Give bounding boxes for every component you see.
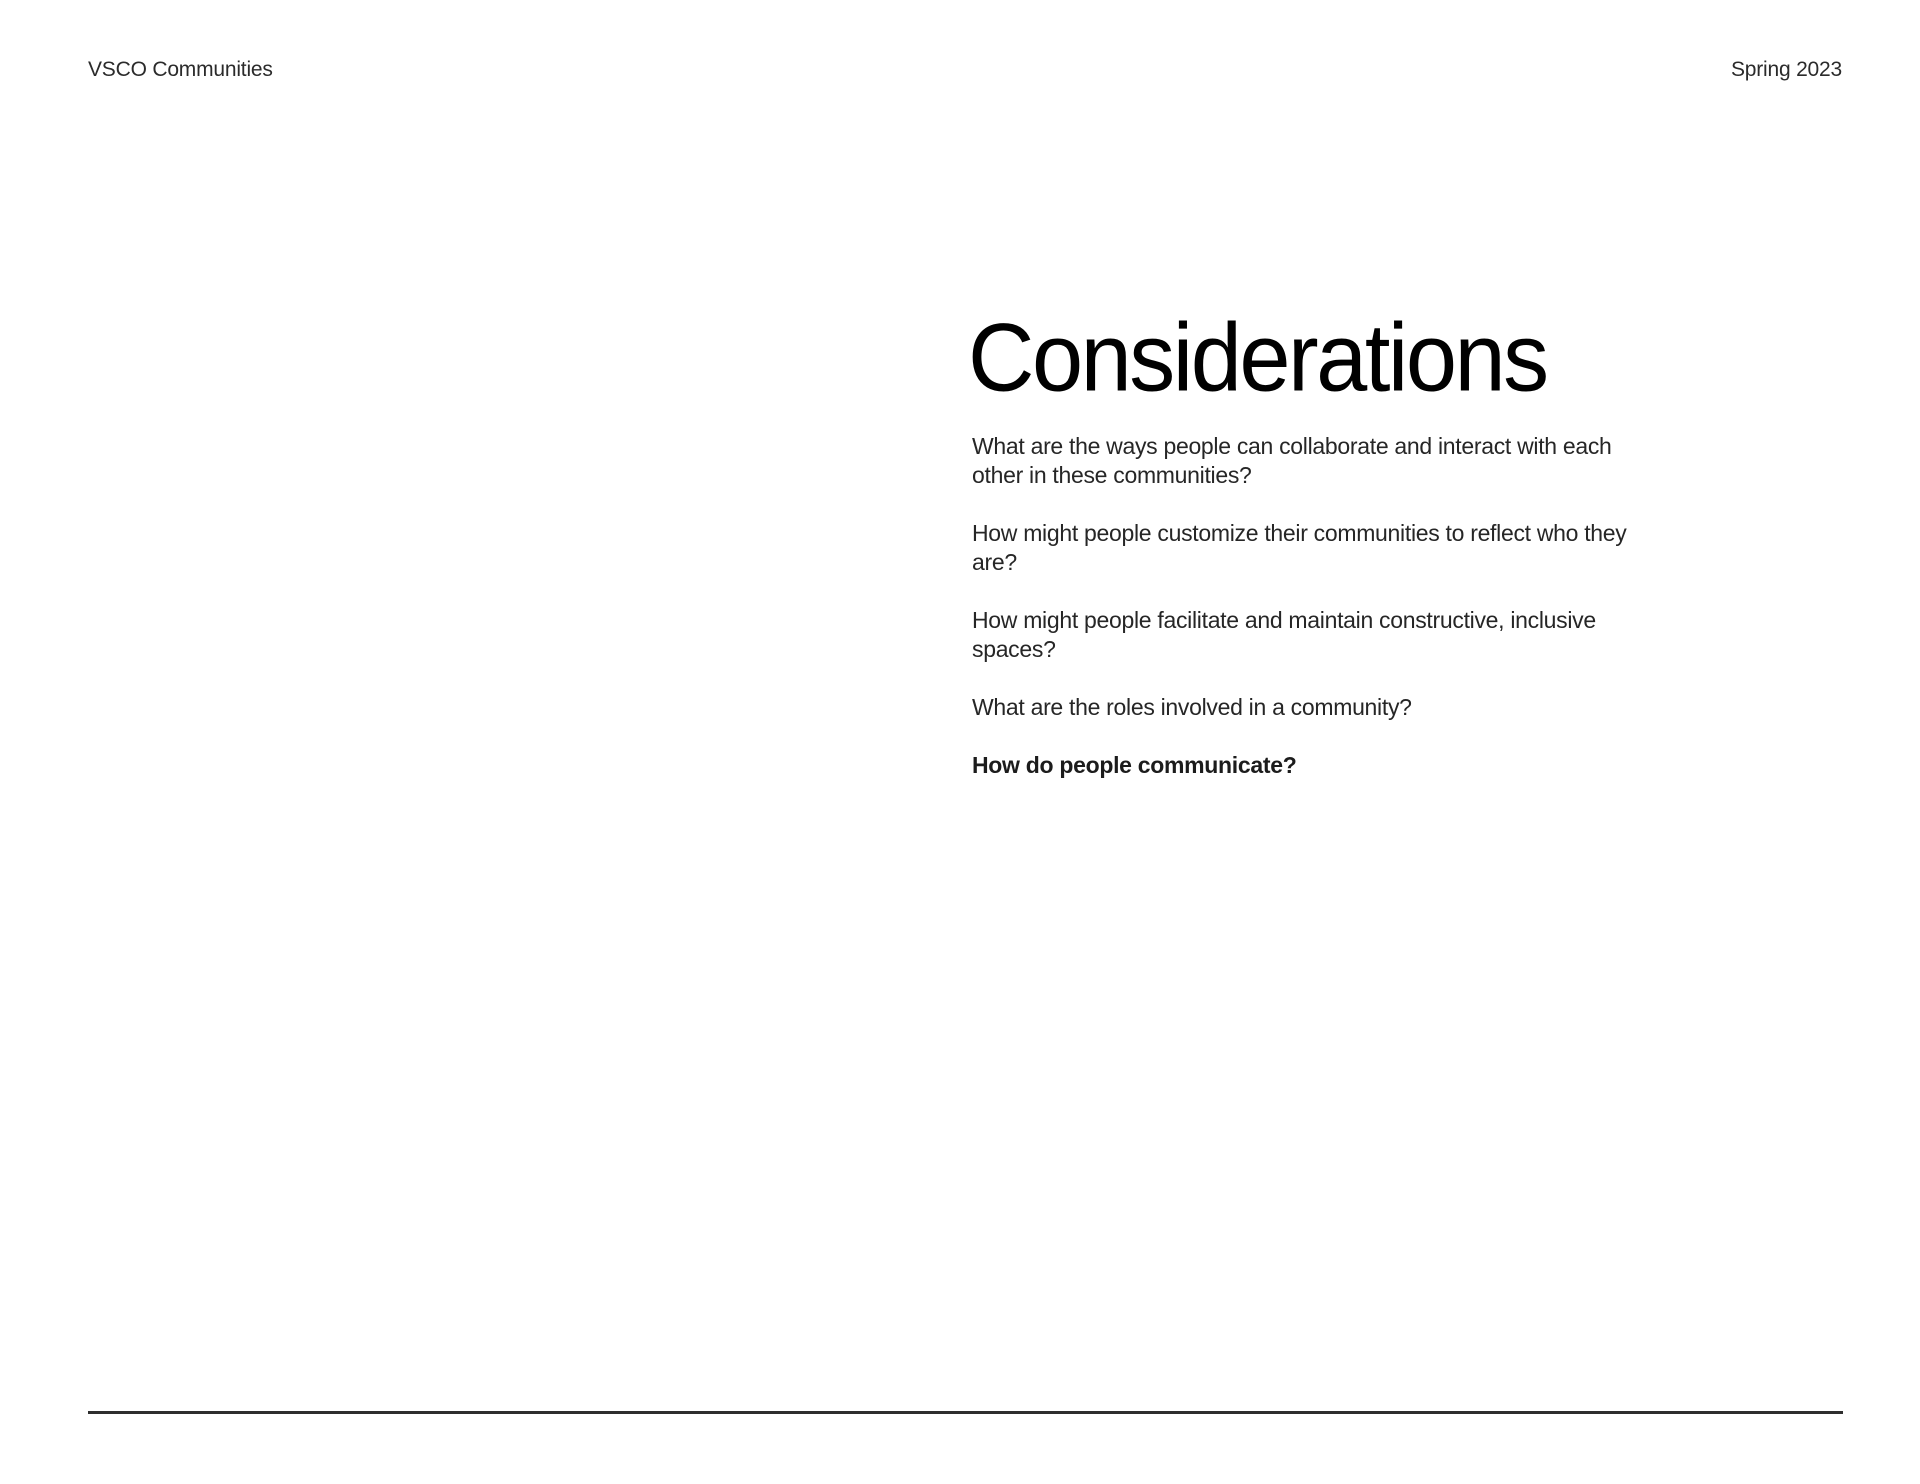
question-collaborate: What are the ways people can collaborate and interact with each other in these communities? [972, 433, 1612, 488]
question-roles: What are the roles involved in a community? [972, 694, 1412, 720]
page-title: Considerations [968, 304, 1547, 412]
footer-divider [88, 1411, 1843, 1414]
question-customize: How might people customize their communities to reflect who they are? [972, 520, 1627, 575]
document-date: Spring 2023 [1730, 58, 1842, 81]
considerations-section [968, 300, 1632, 809]
document-title: VSCO Communities [88, 58, 273, 81]
question-communicate: How do people communicate? [972, 752, 1297, 778]
question-inclusive-spaces: How might people facilitate and maintain constructive, inclusive spaces? [972, 607, 1596, 662]
